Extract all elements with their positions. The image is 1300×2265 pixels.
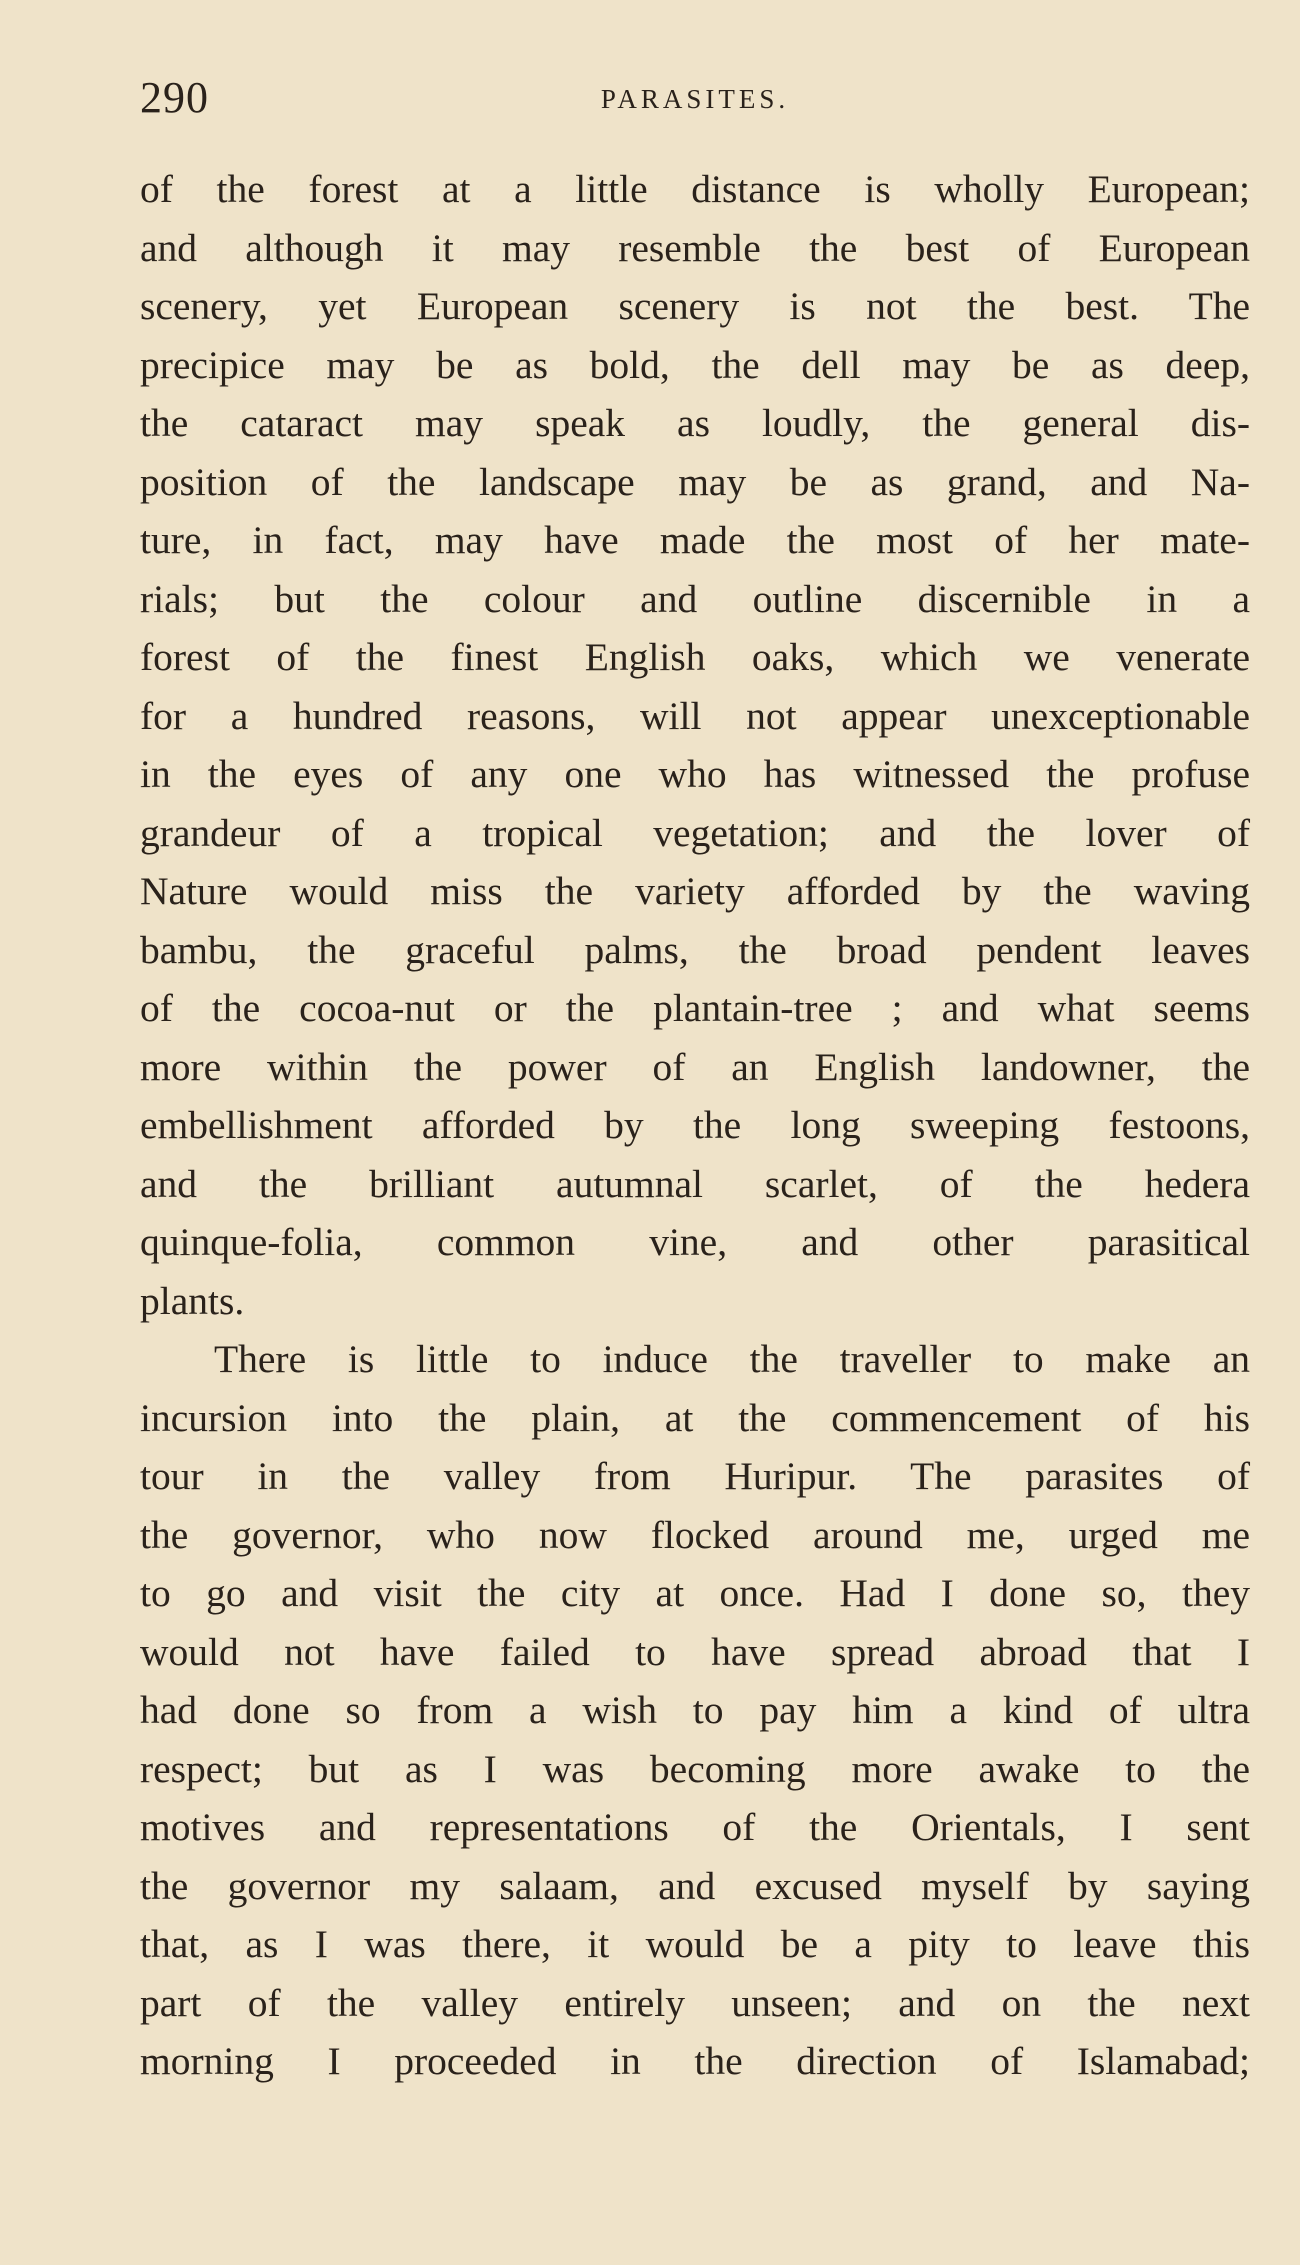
text-line: to go and visit the city at once. Had I done so, they bbox=[140, 1571, 1250, 1615]
text-line: rials; but the colour and outline discernible in a bbox=[140, 576, 1250, 621]
text-line: part of the valley entirely unseen; and on the next bbox=[140, 1980, 1250, 2025]
text-line: scenery, yet European scenery is not the best. The bbox=[140, 284, 1250, 328]
text-line: and the brilliant autumnal scarlet, of the hedera bbox=[140, 1161, 1250, 1206]
text-line: of the cocoa-nut or the plantain-tree ; and what seems bbox=[140, 986, 1250, 1030]
text-line: would not have failed to have spread abroad that I bbox=[140, 1629, 1250, 1674]
page-number: 290 bbox=[140, 73, 209, 122]
text-line: of the forest at a little distance is wholly European; bbox=[140, 167, 1250, 211]
text-line: morning I proceeded in the direction of Islamabad; bbox=[140, 2039, 1250, 2083]
text-line: tour in the valley from Huripur. The parasites of bbox=[140, 1454, 1250, 1498]
text-line: incursion into the plain, at the commencement of his bbox=[140, 1395, 1250, 1440]
text-line: motives and representations of the Orientals, I sent bbox=[140, 1805, 1250, 1849]
text-line: forest of the finest English oaks, which we venerate bbox=[140, 635, 1250, 679]
text-line: that, as I was there, it would be a pity to leave this bbox=[140, 1922, 1250, 1966]
text-line: position of the landscape may be as grand, and Na- bbox=[140, 459, 1250, 504]
text-line: had done so from a wish to pay him a kind of ultra bbox=[140, 1688, 1250, 1732]
running-head: PARASITES. bbox=[600, 84, 790, 114]
text-line: ture, in fact, may have made the most of her mate- bbox=[140, 518, 1250, 562]
text-line: bambu, the graceful palms, the broad pendent leaves bbox=[140, 927, 1250, 972]
text-line: the governor, who now flocked around me, urged me bbox=[140, 1512, 1250, 1557]
text-line: quinque-folia, common vine, and other parasitical bbox=[140, 1220, 1250, 1264]
body-text bbox=[140, 160, 1250, 2091]
text-line: more within the power of an English landowner, the bbox=[140, 1044, 1250, 1089]
text-line: the cataract may speak as loudly, the general dis- bbox=[140, 401, 1250, 445]
text-line: embellishment afforded by the long sweeping festoons, bbox=[140, 1103, 1250, 1147]
text-line: the governor my salaam, and excused myself by saying bbox=[140, 1863, 1250, 1908]
text-line: There is little to induce the traveller to make an bbox=[214, 1337, 1250, 1381]
text-line: precipice may be as bold, the dell may be as deep, bbox=[140, 342, 1250, 387]
text-line: respect; but as I was becoming more awake to the bbox=[140, 1746, 1250, 1791]
page-header bbox=[140, 68, 1250, 128]
text-line: for a hundred reasons, will not appear unexceptionable bbox=[140, 693, 1250, 738]
text-line: plants. bbox=[140, 1278, 245, 1323]
text-line: in the eyes of any one who has witnessed the profuse bbox=[140, 752, 1250, 796]
text-line: grandeur of a tropical vegetation; and the lover of bbox=[140, 810, 1250, 855]
text-line: and although it may resemble the best of European bbox=[140, 225, 1250, 270]
text-line: Nature would miss the variety afforded by the waving bbox=[140, 869, 1250, 913]
